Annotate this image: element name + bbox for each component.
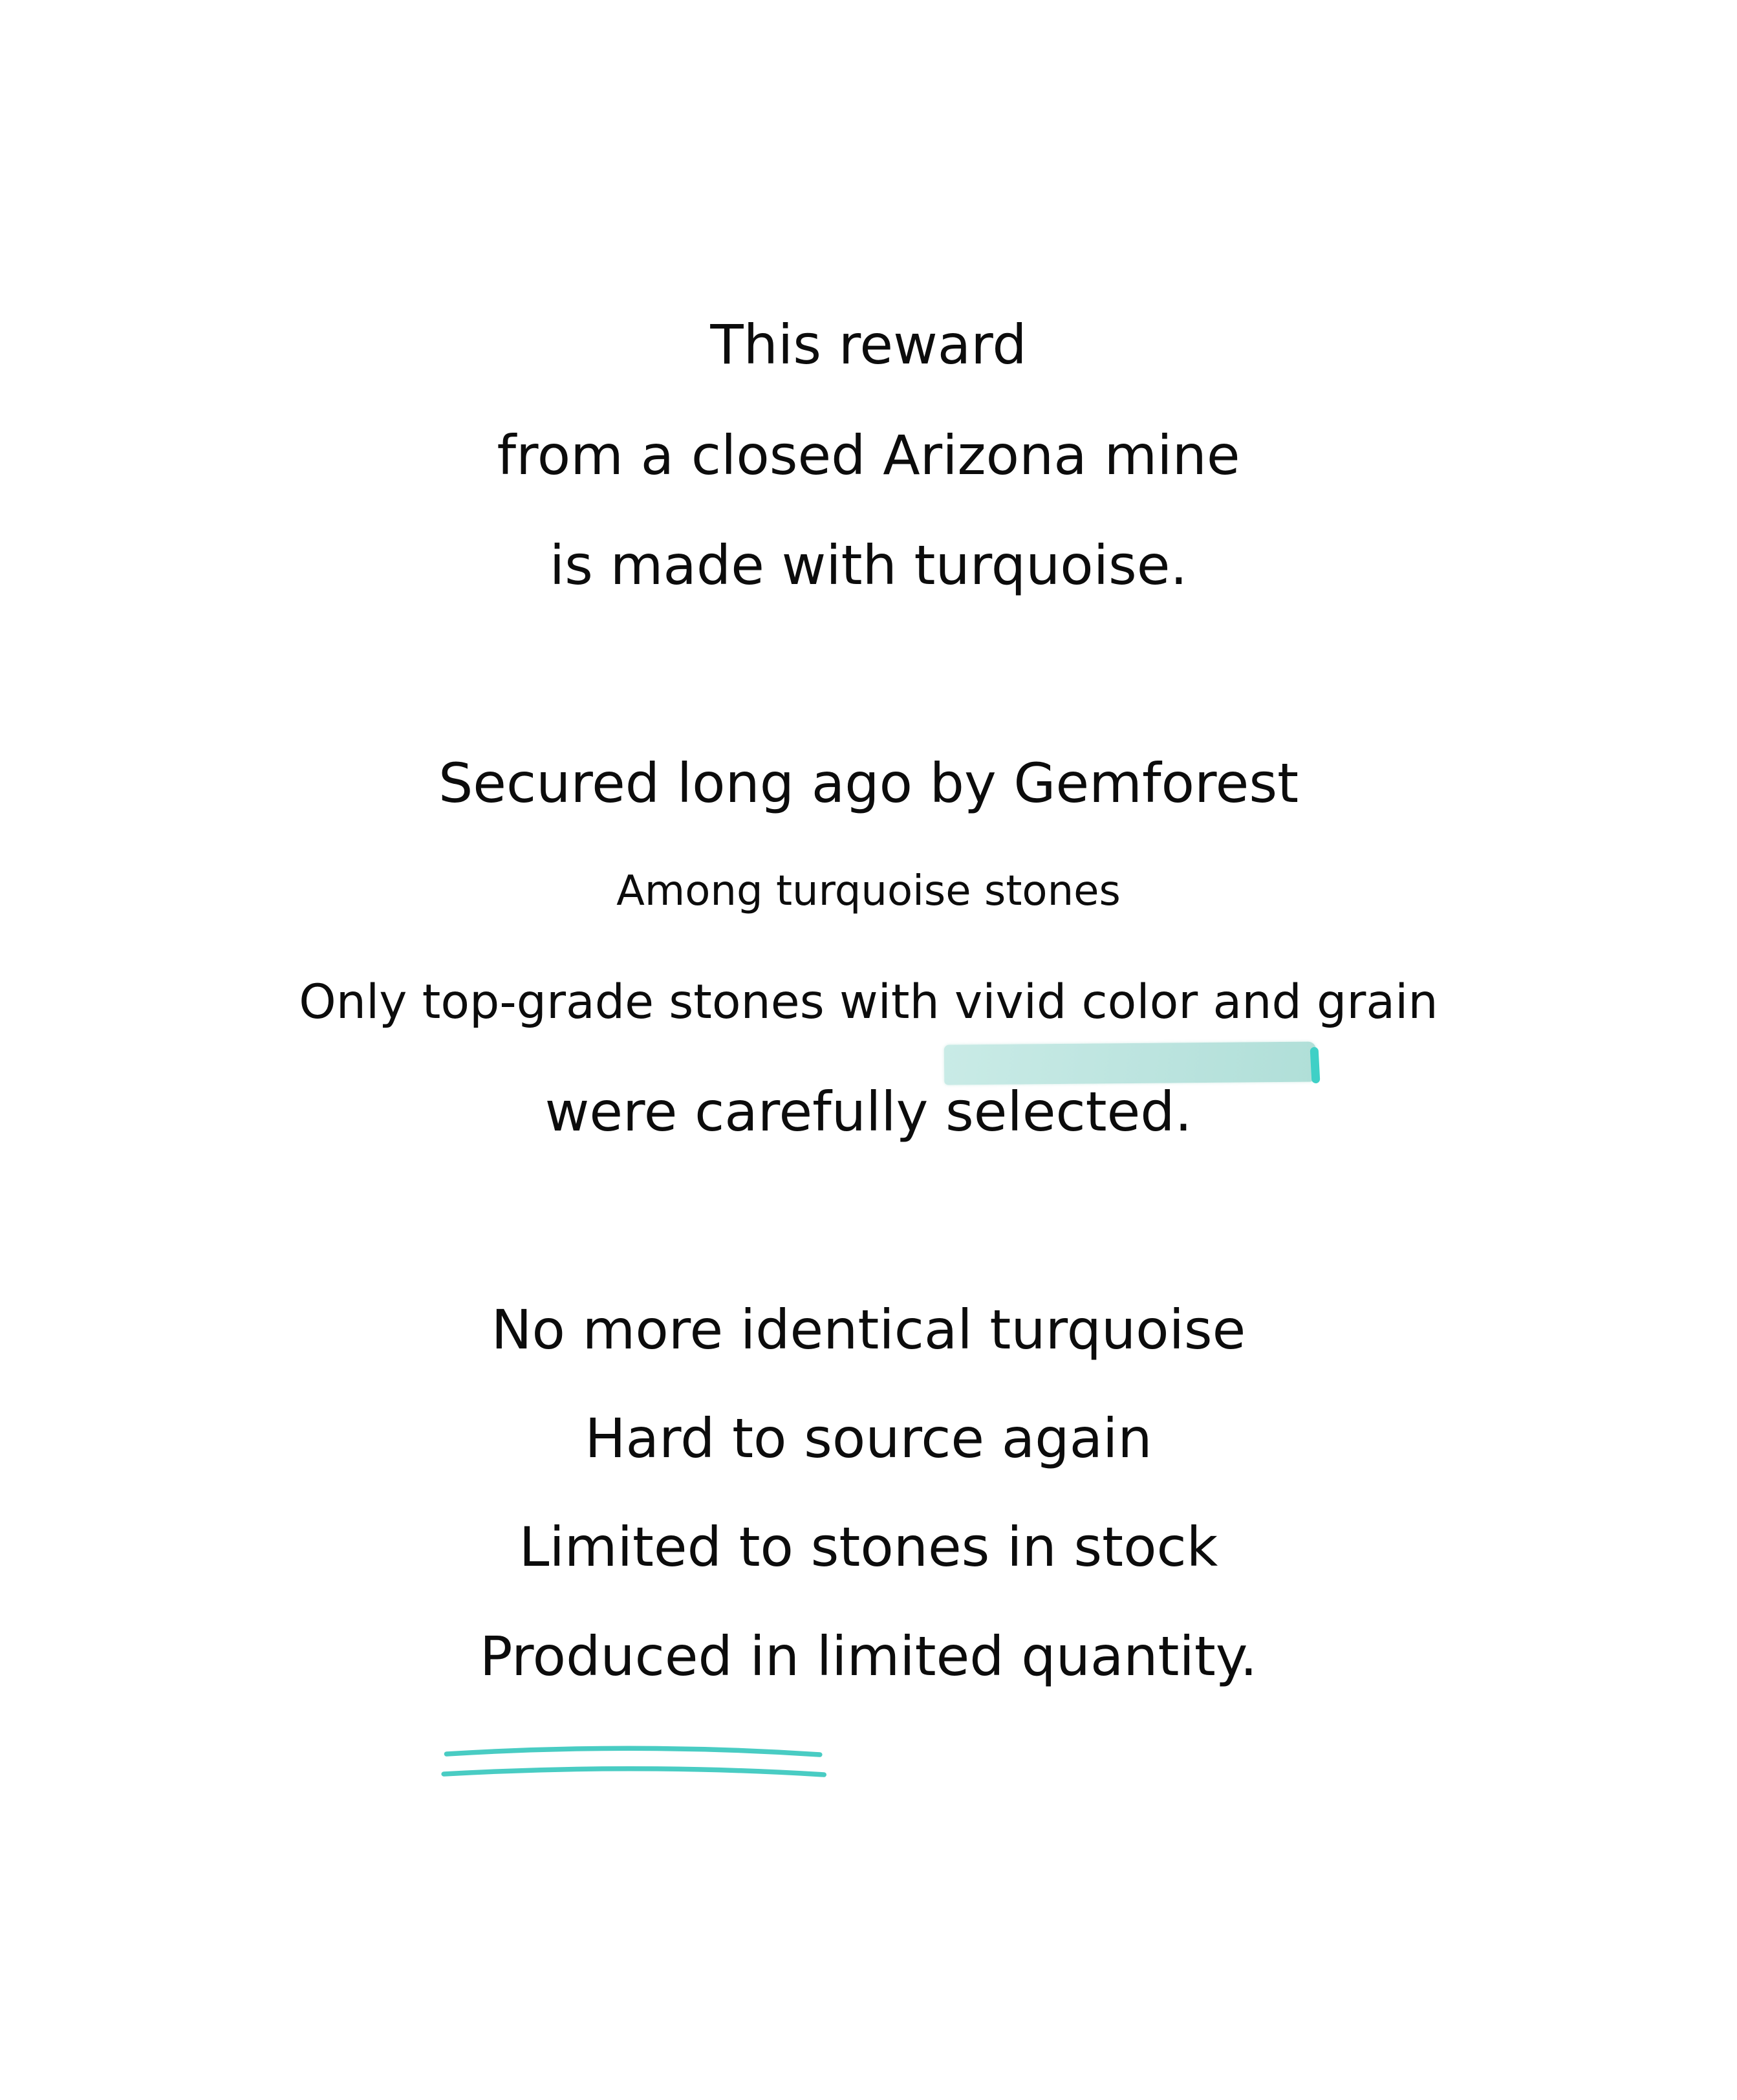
scarcity-line-4-suffix: limited quantity.	[799, 1625, 1258, 1688]
selection-heading: Secured long ago by Gemforest	[438, 752, 1299, 815]
selection-body-prefix: Only top-grade stones with	[299, 975, 955, 1030]
underline-stroke-top	[446, 1748, 819, 1755]
underlined-phrase	[480, 1625, 799, 1688]
intro-line-1: This reward	[710, 313, 1027, 376]
selection-body-line	[0, 948, 1737, 1057]
selection-body-suffix: grain	[1301, 975, 1438, 1030]
scarcity-line-1: No more identical turquoise	[491, 1298, 1246, 1361]
scarcity-line-4	[0, 1602, 1737, 1711]
underlined-phrase-text: Produced in	[479, 1625, 800, 1688]
selection-body-line-2: were carefully selected.	[545, 1080, 1192, 1143]
double-underline	[440, 1746, 826, 1785]
scarcity-line-2: Hard to source again	[585, 1407, 1152, 1470]
selection-subline: Among turquoise stones	[616, 867, 1121, 915]
scarcity-line-3: Limited to stones in stock	[519, 1515, 1218, 1579]
underline-stroke-bottom	[444, 1769, 824, 1775]
intro-line-2: from a closed Arizona mine	[497, 424, 1240, 487]
highlighted-phrase: vivid color and	[955, 975, 1302, 1030]
intro-line-3: is made with turquoise.	[549, 534, 1188, 597]
